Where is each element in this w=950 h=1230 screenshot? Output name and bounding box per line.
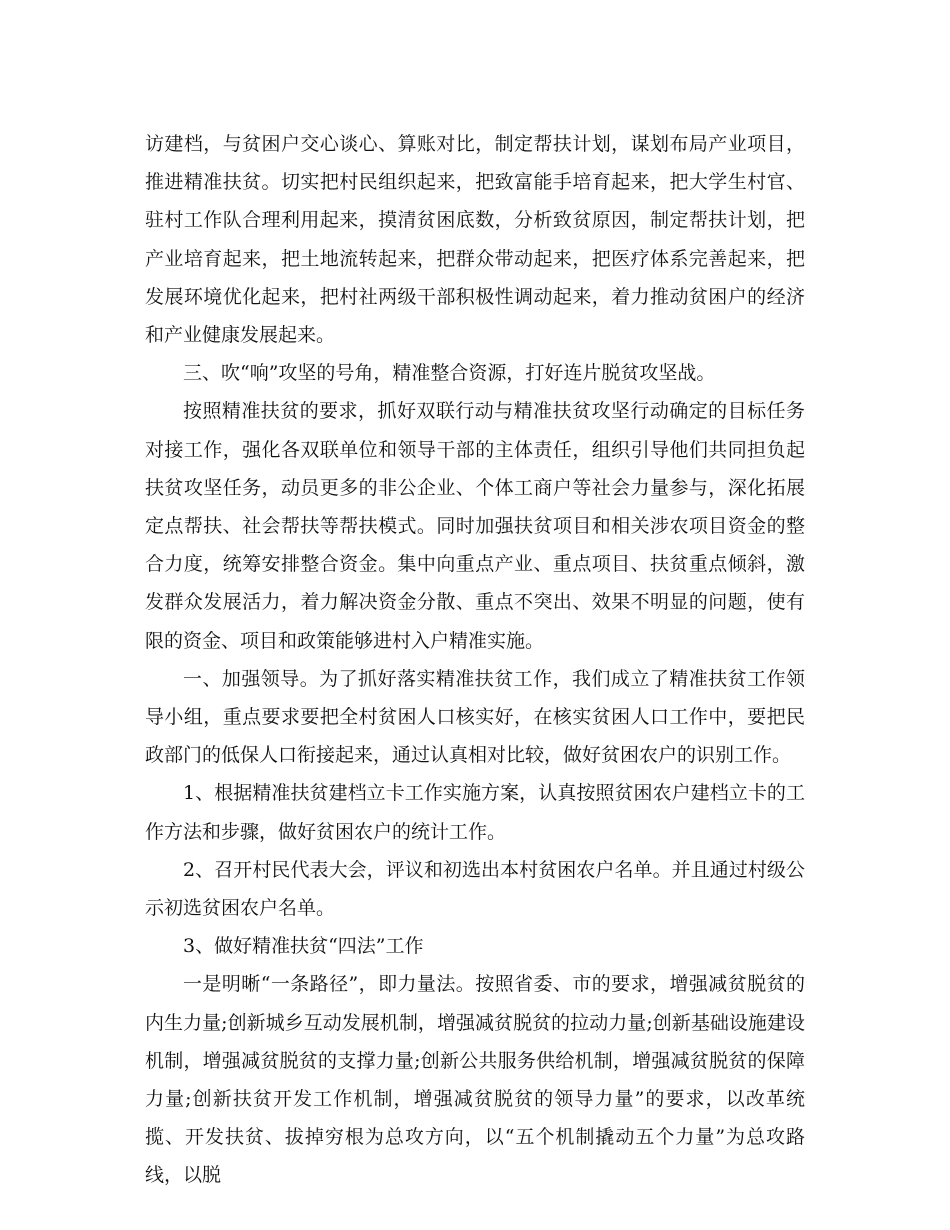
document-page bbox=[145, 125, 805, 1195]
section-heading-three: 三、吹“响”攻坚的号角，精准整合资源，打好连片脱贫攻坚战。 bbox=[183, 362, 716, 385]
list-item-3: 3、做好精准扶贫“四法”工作 bbox=[183, 935, 424, 958]
list-item-2: 2、召开村民代表大会，评议和初选出本村贫困农户名单。并且通过村级公示初选贫困农户名单。 bbox=[145, 858, 805, 920]
section-heading-leadership: 一、加强领导。为了抓好落实精准扶贫工作，我们成立了精准扶贫工作领导小组，重点要求要把全村贫困人口核实好，在核实贫困人口工作中，要把民政部门的低保人口衔接起来，通过认真相对比较，做好贫困农户的识别工作。 bbox=[145, 667, 805, 767]
paragraph-continuation: 访建档，与贫困户交心谈心、算账对比，制定帮扶计划，谋划布局产业项目，推进精准扶贫。切实把村民组织起来，把致富能手培育起来，把大学生村官、驻村工作队合理利用起来，摸清贫困底数，分析致贫原因，制定帮扶计划，把产业培育起来，把土地流转起来，把群众带动起来，把医疗体系完善起来，把发展环境优化起来，把村社两级干部积极性调动起来，着力推动贫困户的经济和产业健康发展起来。 bbox=[145, 133, 805, 347]
list-item-1: 1、根据精准扶贫建档立卡工作实施方案，认真按照贫困农户建档立卡的工作方法和步骤，做好贫困农户的统计工作。 bbox=[145, 782, 805, 843]
paragraph-one-path: 一是明晰“一条路径”，即力量法。按照省委、市的要求，增强减贫脱贫的内生力量;创新城乡互动发展机制，增强减贫脱贫的拉动力量;创新基础设施建设机制，增强减贫脱贫的支撑力量;创新公共服务供给机制，增强减贫脱贫的保障力量;创新扶贫开发工作机制，增强减贫脱贫的领导力量”的要求，以改革统揽、开发扶贫、拔掉穷根为总攻方向，以“五个机制撬动五个力量”为总攻路线，以脱 bbox=[145, 973, 805, 1187]
paragraph-resource-integration: 按照精准扶贫的要求，抓好双联行动与精准扶贫攻坚行动确定的目标任务对接工作，强化各双联单位和领导干部的主体责任，组织引导他们共同担负起扶贫攻坚任务，动员更多的非公企业、个体工商户等社会力量参与，深化拓展定点帮扶、社会帮扶等帮扶模式。同时加强扶贫项目和相关涉农项目资金的整合力度，统筹安排整合资金。集中向重点产业、重点项目、扶贫重点倾斜，激发群众发展活力，着力解决资金分散、重点不突出、效果不明显的问题，使有限的资金、项目和政策能够进村入户精准实施。 bbox=[145, 400, 805, 652]
